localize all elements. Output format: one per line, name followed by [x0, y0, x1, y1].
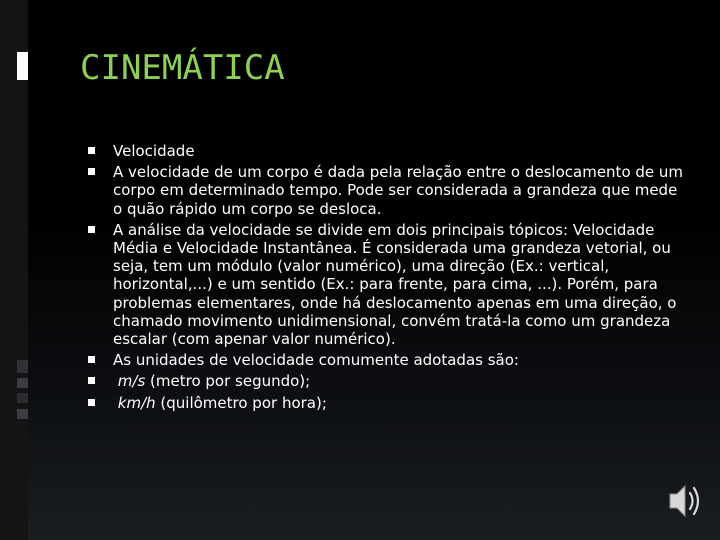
bullet-icon [88, 168, 95, 175]
bullet-text: As unidades de velocidade comumente adotadas são: [113, 351, 519, 370]
accent-block [17, 409, 28, 419]
bullet-text: A análise da velocidade se divide em dois principais tópicos: Velocidade Média e Velocidade Instantânea. É considerada uma grandeza vetorial, ou seja, tem um módulo (valor numérico), uma direção (Ex.: vertical, horizontal,...) e um sentido (Ex.: para frente, para cima, ...). Porém, para problemas elementares, onde há deslocamento apenas em uma direção, o chamado movimento unidimensional, convém tratá-la como um grandeza escalar (com apenar valor numérico). [113, 220, 677, 349]
bullet-item [88, 142, 688, 160]
unit-label: km/h [117, 393, 156, 412]
slide-title: CINEMÁTICA [80, 48, 285, 88]
bullet-item [88, 163, 688, 218]
speaker-icon[interactable] [666, 478, 706, 524]
left-accent-bar [0, 0, 28, 540]
bullet-text [113, 372, 688, 390]
bullet-text: Velocidade [113, 142, 195, 160]
bullet-icon [88, 356, 95, 363]
bullet-icon [88, 226, 95, 233]
unit-label: m/s [117, 372, 146, 391]
bullet-item [88, 372, 688, 390]
bullet-text [113, 394, 688, 412]
accent-block [17, 52, 28, 80]
unit-description: (metro por segundo); [145, 372, 311, 391]
bullet-icon [88, 399, 95, 406]
accent-block [17, 378, 28, 388]
accent-block [17, 360, 28, 373]
bullet-item [88, 221, 688, 348]
bullet-icon [88, 147, 95, 154]
bullet-item [88, 394, 688, 412]
bullet-text: A velocidade de um corpo é dada pela relação entre o deslocamento de um corpo em determinado tempo. Pode ser considerada a grandeza que mede o quão rápido um corpo se desloca. [113, 163, 684, 218]
bullet-list [88, 142, 688, 415]
bullet-icon [88, 377, 95, 384]
bullet-item [88, 351, 688, 369]
unit-description: (quilômetro por hora); [155, 393, 327, 412]
accent-block [17, 393, 28, 403]
